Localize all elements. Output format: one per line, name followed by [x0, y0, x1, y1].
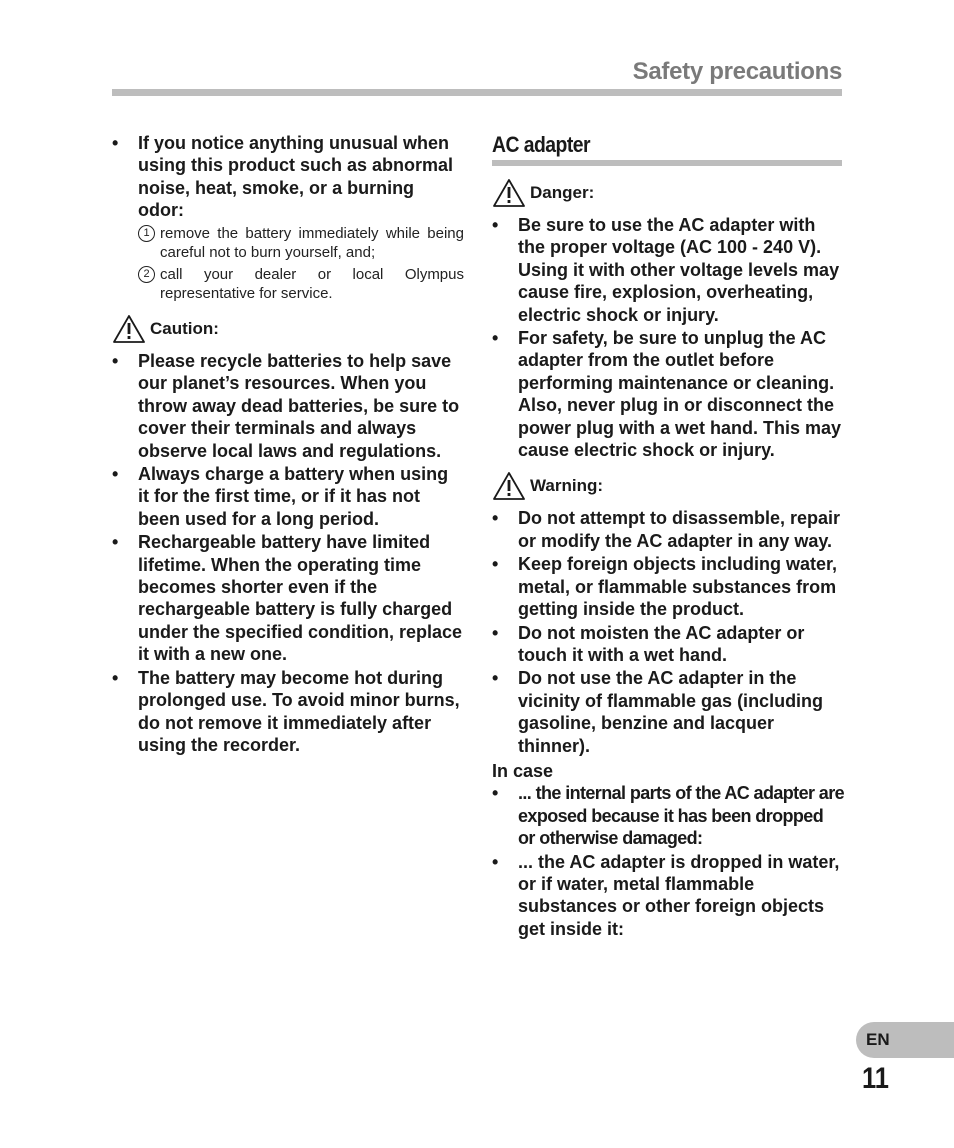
danger-label: Danger:	[530, 183, 595, 202]
bullet-text: For safety, be sure to unplug the AC adapter from the outlet before performing maintenance or cleaning. Also, never plug in or disconnect the power plug with a wet hand. This may cause electric shock or injury.	[518, 328, 842, 461]
left-column	[112, 132, 464, 757]
step-text: remove the battery immediately while being careful not to burn yourself, and;	[160, 224, 464, 262]
bullet-dot: •	[492, 783, 498, 804]
bullet-text: Please recycle batteries to help save our planet’s resources. When you throw away dead batteries, be sure to cover their terminals and always observe local laws and regulations.	[138, 351, 460, 461]
header-rule	[112, 89, 842, 96]
bullet-dot: •	[112, 464, 119, 485]
bullet-item	[112, 350, 464, 462]
language-tab	[856, 1022, 954, 1058]
bullet-text: Do not moisten the AC adapter or touch it with a wet hand.	[518, 622, 805, 665]
warning-label: Warning:	[530, 476, 604, 496]
caution-heading	[112, 314, 464, 344]
bullet-dot: •	[492, 215, 499, 235]
bullet-item	[492, 622, 844, 667]
section-title: AC adapter	[492, 132, 590, 157]
bullet-dot: •	[492, 328, 499, 349]
bullet-text: Do not attempt to disassemble, repair or modify the AC adapter in any way.	[518, 508, 841, 551]
bullet-dot: •	[492, 851, 499, 872]
bullet-dot: •	[492, 508, 499, 529]
step-text: call your dealer or local Olympus representative for service.	[160, 265, 464, 303]
bullet-text: Do not use the AC adapter in the vicinity of flammable gas (including gasoline, benzine and lacquer thinner).	[518, 668, 824, 756]
bullet-text: Be sure to use the AC adapter with the proper voltage (AC 100 - 240 V). Using it with other voltage levels may cause fire, explosion, overheating, electric shock or injury.	[518, 215, 840, 325]
step-list	[138, 224, 464, 304]
language-label: EN	[866, 1030, 890, 1049]
bullet-item	[112, 667, 464, 757]
case-text: ... the AC adapter is dropped in water, or if water, metal flammable substances or other foreign objects get inside it:	[518, 851, 840, 939]
bullet-text: The battery may become hot during prolonged use. To avoid minor burns, do not remove it immediately after using the recorder.	[138, 667, 460, 755]
case-item	[492, 851, 844, 941]
bullet-dot: •	[492, 622, 499, 643]
warning-triangle-icon	[492, 471, 526, 501]
bullet-item	[492, 214, 844, 326]
bullet-dot: •	[112, 133, 119, 153]
bullet-item	[112, 531, 464, 665]
step-item	[138, 224, 464, 263]
right-column	[492, 132, 844, 940]
warning-heading	[492, 471, 844, 501]
bullet-item	[492, 667, 844, 757]
warning-triangle-icon	[112, 314, 146, 344]
bullet-item	[112, 132, 464, 222]
in-case-label: In case	[492, 760, 554, 781]
danger-heading	[492, 178, 844, 208]
bullet-item	[112, 463, 464, 530]
bullet-dot: •	[492, 554, 499, 575]
section-rule	[492, 160, 842, 166]
bullet-item	[492, 327, 844, 461]
step-number: 2	[138, 266, 155, 283]
warning-triangle-icon	[492, 178, 526, 208]
bullet-item	[492, 553, 844, 620]
bullet-dot: •	[112, 351, 119, 371]
bullet-dot: •	[492, 668, 499, 689]
step-number: 1	[138, 225, 155, 242]
bullet-text: Always charge a battery when using it for the first time, or if it has not been used for a long period.	[138, 464, 449, 529]
bullet-text: Rechargeable battery have limited lifetime. When the operating time becomes shorter even if the rechargeable battery is fully charged under the specified condition, replace it with a new one.	[138, 532, 463, 665]
bullet-item	[492, 507, 844, 552]
page-number: 11	[862, 1062, 889, 1095]
step-item	[138, 265, 464, 304]
caution-label: Caution:	[150, 319, 219, 338]
case-item	[492, 782, 844, 849]
page-header-title: Safety precautions	[632, 58, 842, 85]
bullet-text: Keep foreign objects including water, metal, or flammable substances from getting inside the product.	[518, 554, 838, 620]
bullet-dot: •	[112, 667, 119, 688]
bullet-dot: •	[112, 532, 119, 553]
bullet-text: If you notice anything unusual when using this product such as abnormal noise, heat, smoke, or a burning odor:	[138, 133, 454, 221]
case-text: ... the internal parts of the AC adapter are exposed because it has been dropped or otherwise damaged:	[518, 783, 845, 849]
